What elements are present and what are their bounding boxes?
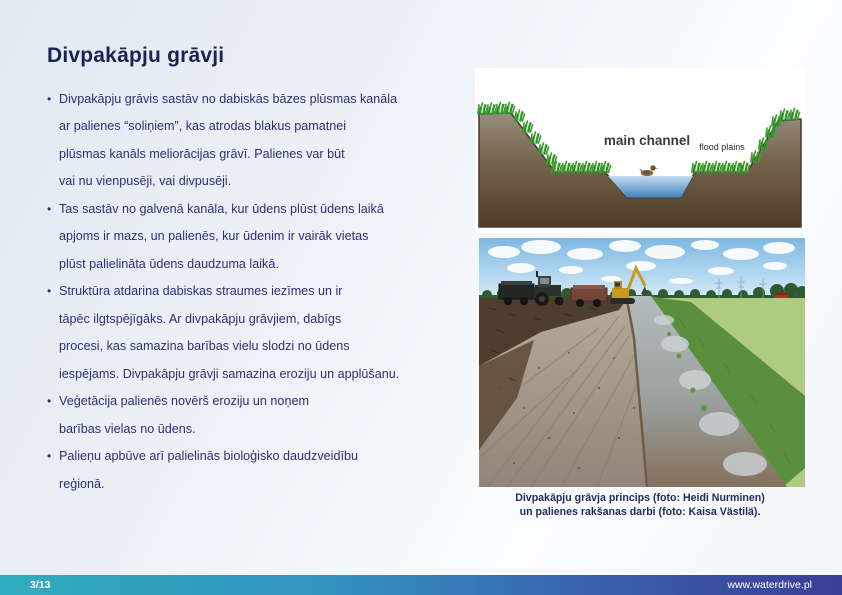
body-line xyxy=(47,250,472,278)
body-line-text: Divpakāpju grāvis sastāv no dabiskās bāzes plūsmas kanāla xyxy=(59,91,398,106)
caption-line-1: Divpakāpju grāvja princips (foto: Heidi Nurminen) xyxy=(515,492,765,504)
body-line-text: apjoms ir mazs, un palienēs, kur ūdenim ir vairāk vietas xyxy=(59,229,369,244)
excavation-photo xyxy=(479,238,805,487)
flood-plains-label: flood plains xyxy=(699,142,745,152)
body-line-text: iespējams. Divpakāpju grāvji samazina eroziju un applūšanu. xyxy=(59,366,400,381)
body-line-text: Tas sastāv no galvenā kanāla, kur ūdens plūst ūdens laikā xyxy=(59,201,384,216)
body-line xyxy=(47,360,472,388)
body-line xyxy=(47,278,472,306)
body-line xyxy=(47,415,472,443)
two-stage-ditch-diagram xyxy=(475,68,805,233)
caption-line-2: un palienes rakšanas darbi (foto: Kaisa Västilä). xyxy=(519,505,761,518)
body-line xyxy=(47,470,472,498)
bullet-marker: • xyxy=(47,284,52,299)
body-line xyxy=(47,168,472,196)
body-line-text: procesi, kas samazina barības vielu slodzi no ūdens xyxy=(59,339,350,354)
bullet-marker: • xyxy=(47,91,52,106)
body-line xyxy=(47,305,472,333)
body-line xyxy=(47,333,472,361)
page-title: Divpakāpju grāvji xyxy=(47,44,225,67)
body-line-text: tāpēc ilgtspējīgāks. Ar divpakāpju grāvjiem, dabīgs xyxy=(59,311,342,326)
body-line xyxy=(47,443,472,471)
body-line xyxy=(47,223,472,251)
excavation-photo-svg xyxy=(479,238,805,487)
body-line-text: plūst palielināta ūdens daudzuma laikā. xyxy=(59,256,279,271)
body-line xyxy=(47,388,472,416)
body-line xyxy=(47,113,472,141)
body-line-text: Veģetācija palienēs novērš eroziju un noņem xyxy=(59,394,309,409)
body-line xyxy=(47,85,472,113)
body-line-text: reģionā. xyxy=(59,476,105,491)
body-line-text: Struktūra atdarina dabiskas straumes iezīmes un ir xyxy=(59,284,343,299)
body-line xyxy=(47,195,472,223)
bullet-marker: • xyxy=(47,201,52,216)
photo-caption xyxy=(455,492,825,519)
body-line-text: vai nu vienpusēji, vai divpusēji. xyxy=(59,174,232,189)
bullet-marker: • xyxy=(47,449,52,464)
body-line-text: ar palienes “soliņiem”, kas atrodas blakus pamatnei xyxy=(59,119,346,134)
website-link[interactable]: www.waterdrive.pl xyxy=(727,579,812,591)
body-text-block xyxy=(47,85,472,498)
body-line xyxy=(47,140,472,168)
page-number: 3/13 xyxy=(30,579,51,591)
main-channel-label: main channel xyxy=(603,133,691,148)
body-line-text: Palieņu apbūve arī palielinās bioloģisko daudzveidību xyxy=(59,449,358,464)
body-line-text: plūsmas kanāls meliorācijas grāvī. Palienes var būt xyxy=(59,146,345,161)
footer-bar xyxy=(0,575,842,595)
ditch-diagram-svg xyxy=(475,68,805,233)
bullet-marker: • xyxy=(47,394,52,409)
body-line-text: barības vielas no ūdens. xyxy=(59,421,196,436)
